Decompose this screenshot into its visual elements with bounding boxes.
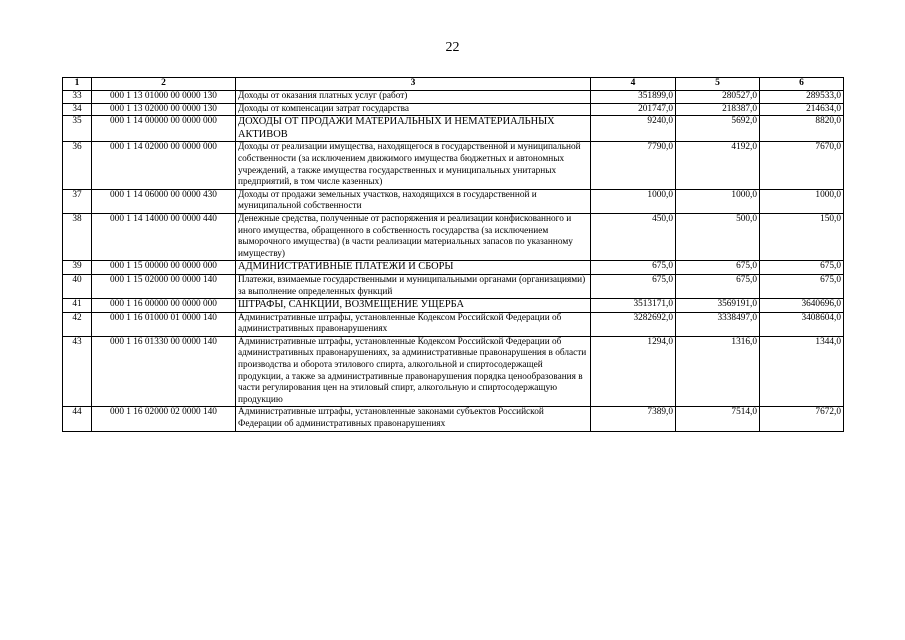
value-col-5: 3338497,0 bbox=[676, 312, 760, 336]
row-number: 37 bbox=[63, 189, 92, 213]
row-description: Административные штрафы, установленные Кодексом Российской Федерации об административных правонарушениях bbox=[236, 312, 591, 336]
value-col-4: 450,0 bbox=[591, 213, 676, 260]
table-row bbox=[63, 189, 844, 213]
row-number: 44 bbox=[63, 407, 92, 431]
value-col-5: 280527,0 bbox=[676, 91, 760, 104]
header-col-5: 5 bbox=[676, 78, 760, 91]
value-col-4: 675,0 bbox=[591, 274, 676, 298]
row-number: 35 bbox=[63, 116, 92, 142]
value-col-4: 3513171,0 bbox=[591, 299, 676, 313]
header-col-2: 2 bbox=[92, 78, 236, 91]
value-col-4: 675,0 bbox=[591, 261, 676, 275]
value-col-5: 1316,0 bbox=[676, 336, 760, 407]
row-number: 33 bbox=[63, 91, 92, 104]
value-col-5: 218387,0 bbox=[676, 103, 760, 116]
header-col-1: 1 bbox=[63, 78, 92, 91]
row-number: 38 bbox=[63, 213, 92, 260]
classification-code: 000 1 16 01000 01 0000 140 bbox=[92, 312, 236, 336]
row-number: 40 bbox=[63, 274, 92, 298]
value-col-6: 3408604,0 bbox=[760, 312, 844, 336]
value-col-4: 201747,0 bbox=[591, 103, 676, 116]
value-col-6: 7672,0 bbox=[760, 407, 844, 431]
classification-code: 000 1 16 02000 02 0000 140 bbox=[92, 407, 236, 431]
classification-code: 000 1 16 01330 00 0000 140 bbox=[92, 336, 236, 407]
value-col-5: 1000,0 bbox=[676, 189, 760, 213]
value-col-6: 1000,0 bbox=[760, 189, 844, 213]
table-row bbox=[63, 274, 844, 298]
row-description: Административные штрафы, установленные Кодексом Российской Федерации об административных правонарушениях, за административные правонарушения в области производства и оборота этилового спирта, алкогольной и спиртосодержащей продукции, а также за административные правонарушения порядка ценообразования в части регулирования цен на этиловый спирт, алкогольную и спиртосодержащую продукцию bbox=[236, 336, 591, 407]
table-row bbox=[63, 91, 844, 104]
value-col-5: 3569191,0 bbox=[676, 299, 760, 313]
classification-code: 000 1 15 00000 00 0000 000 bbox=[92, 261, 236, 275]
row-number: 41 bbox=[63, 299, 92, 313]
value-col-5: 500,0 bbox=[676, 213, 760, 260]
row-description: Доходы от продажи земельных участков, находящихся в государственной и муниципальной собственности bbox=[236, 189, 591, 213]
table-row bbox=[63, 213, 844, 260]
table-row bbox=[63, 261, 844, 275]
value-col-4: 351899,0 bbox=[591, 91, 676, 104]
value-col-4: 1000,0 bbox=[591, 189, 676, 213]
header-col-3: 3 bbox=[236, 78, 591, 91]
row-description: Доходы от компенсации затрат государства bbox=[236, 103, 591, 116]
value-col-6: 7670,0 bbox=[760, 142, 844, 189]
value-col-6: 3640696,0 bbox=[760, 299, 844, 313]
classification-code: 000 1 14 06000 00 0000 430 bbox=[92, 189, 236, 213]
table-row bbox=[63, 336, 844, 407]
row-number: 34 bbox=[63, 103, 92, 116]
value-col-6: 8820,0 bbox=[760, 116, 844, 142]
value-col-6: 1344,0 bbox=[760, 336, 844, 407]
table-row bbox=[63, 103, 844, 116]
row-number: 36 bbox=[63, 142, 92, 189]
value-col-5: 7514,0 bbox=[676, 407, 760, 431]
value-col-4: 7790,0 bbox=[591, 142, 676, 189]
value-col-5: 675,0 bbox=[676, 274, 760, 298]
row-description: Доходы от оказания платных услуг (работ) bbox=[236, 91, 591, 104]
row-description: АДМИНИСТРАТИВНЫЕ ПЛАТЕЖИ И СБОРЫ bbox=[236, 261, 591, 275]
value-col-5: 4192,0 bbox=[676, 142, 760, 189]
row-description: Денежные средства, полученные от распоряжения и реализации конфискованного и иного имущества, обращенного в собственность государства (за исключением выморочного имущества) (в части реализации материальных запасов по указанному имуществу) bbox=[236, 213, 591, 260]
row-description: ШТРАФЫ, САНКЦИИ, ВОЗМЕЩЕНИЕ УЩЕРБА bbox=[236, 299, 591, 313]
value-col-4: 3282692,0 bbox=[591, 312, 676, 336]
row-description: Доходы от реализации имущества, находящегося в государственной и муниципальной собственности (за исключением движимого имущества бюджетных и автономных учреждений, а также имущества государственных и муниципальных унитарных предприятий, в том числе казенных) bbox=[236, 142, 591, 189]
classification-code: 000 1 16 00000 00 0000 000 bbox=[92, 299, 236, 313]
value-col-5: 675,0 bbox=[676, 261, 760, 275]
row-number: 43 bbox=[63, 336, 92, 407]
classification-code: 000 1 14 02000 00 0000 000 bbox=[92, 142, 236, 189]
header-col-4: 4 bbox=[591, 78, 676, 91]
table-header-row bbox=[63, 78, 844, 91]
classification-code: 000 1 14 00000 00 0000 000 bbox=[92, 116, 236, 142]
table-row bbox=[63, 407, 844, 431]
page-number: 22 bbox=[445, 40, 460, 55]
value-col-6: 675,0 bbox=[760, 261, 844, 275]
header-col-6: 6 bbox=[760, 78, 844, 91]
classification-code: 000 1 13 01000 00 0000 130 bbox=[92, 91, 236, 104]
value-col-4: 9240,0 bbox=[591, 116, 676, 142]
row-description: ДОХОДЫ ОТ ПРОДАЖИ МАТЕРИАЛЬНЫХ И НЕМАТЕРИАЛЬНЫХ АКТИВОВ bbox=[236, 116, 591, 142]
row-description: Платежи, взимаемые государственными и муниципальными органами (организациями) за выполнение определенных функций bbox=[236, 274, 591, 298]
table-row bbox=[63, 299, 844, 313]
value-col-6: 150,0 bbox=[760, 213, 844, 260]
classification-code: 000 1 15 02000 00 0000 140 bbox=[92, 274, 236, 298]
value-col-6: 675,0 bbox=[760, 274, 844, 298]
value-col-5: 5692,0 bbox=[676, 116, 760, 142]
value-col-6: 289533,0 bbox=[760, 91, 844, 104]
classification-code: 000 1 13 02000 00 0000 130 bbox=[92, 103, 236, 116]
table-row bbox=[63, 142, 844, 189]
row-description: Административные штрафы, установленные законами субъектов Российской Федерации об административных правонарушениях bbox=[236, 407, 591, 431]
value-col-6: 214634,0 bbox=[760, 103, 844, 116]
revenue-table bbox=[62, 77, 844, 432]
value-col-4: 1294,0 bbox=[591, 336, 676, 407]
table-row bbox=[63, 116, 844, 142]
value-col-4: 7389,0 bbox=[591, 407, 676, 431]
table-row bbox=[63, 312, 844, 336]
row-number: 39 bbox=[63, 261, 92, 275]
classification-code: 000 1 14 14000 00 0000 440 bbox=[92, 213, 236, 260]
row-number: 42 bbox=[63, 312, 92, 336]
